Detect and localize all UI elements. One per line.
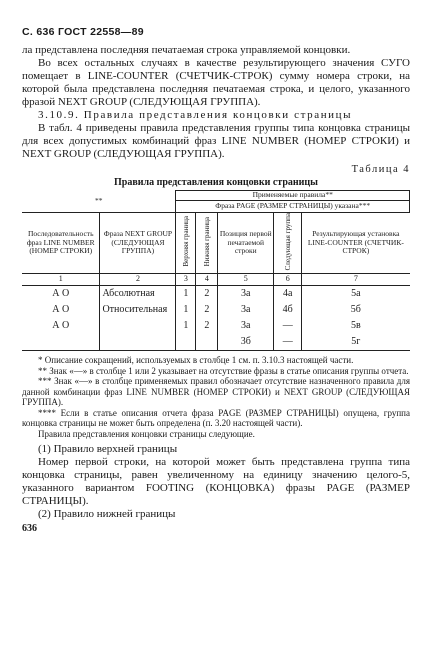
- column-number: 5: [218, 274, 274, 286]
- header-line-number-seq: Последовательность фраз LINE NUMBER (НОМЕР СТРОКИ): [22, 213, 100, 274]
- rule-1-text: Номер первой строки, на которой может быть представлена группа типа концовка страницы, равен увеличенному на единицу значению целого-5, указанного вариантом FOOTING (КОНЦОВКА) фразы PAGE (РАЗМЕР СТРАНИЦЫ).: [22, 456, 410, 507]
- table-cell: 3а: [218, 318, 274, 334]
- paragraph-table-intro: В табл. 4 приведены правила представления группы типа концовка страницы для всех допустимых комбинаций фраз LINE NUMBER (НОМЕР СТРОКИ) и NEXT GROUP (СЛЕДУЮЩАЯ ГРУППА).: [22, 122, 410, 160]
- table-row: [22, 318, 410, 334]
- running-header: С. 636 ГОСТ 22558—89: [22, 26, 144, 38]
- header-star: **: [22, 191, 176, 213]
- table-cell: 5б: [302, 302, 410, 318]
- document-page: [22, 26, 410, 534]
- header-first-line-position: Позиция первой печатаемой строки: [218, 213, 274, 274]
- table-cell: Абсолютная: [100, 286, 176, 303]
- paragraph-continuation: ла представлена последняя печатаемая строка управляемой концовки.: [22, 44, 351, 56]
- note-2: ** Знак «—» в столбце 1 или 2 указывает на отсутствие фразы в статье описания группы отчета.: [38, 365, 409, 376]
- column-number: 4: [196, 274, 218, 286]
- table-cell: [196, 334, 218, 351]
- table-cell: 5г: [302, 334, 410, 351]
- note-3: *** Знак «—» в столбце применяемых правил обозначает отсутствие назначенного правила для данной комбинации фраз LINE NUMBER (НОМЕР СТРОКИ) и NEXT GROUP (СЛЕДУЮЩАЯ ГРУППА).: [22, 376, 410, 407]
- table-cell: 2: [196, 318, 218, 334]
- column-number: 3: [176, 274, 196, 286]
- header-next-group: Следующая группа: [274, 213, 302, 274]
- table-cell: 1: [176, 318, 196, 334]
- table-cell: [100, 318, 176, 334]
- header-next-group-phrase: Фраза NEXT GROUP (СЛЕДУЮЩАЯ ГРУППА): [100, 213, 176, 274]
- table-row: [22, 302, 410, 318]
- column-number: 6: [274, 274, 302, 286]
- table-cell: А О: [22, 302, 100, 318]
- header-applicable-rules: Применяемые правила**: [176, 191, 410, 201]
- section-heading-3-10-9: 3.10.9. Правила представления концовки страницы: [38, 109, 353, 121]
- rules-table: [22, 190, 410, 351]
- table-cell: 2: [196, 286, 218, 303]
- note-4: **** Если в статье описания отчета фраза PAGE (РАЗМЕР СТРАНИЦЫ) опущена, группа концовка страницы не может быть определена (п. 3.20 настоящей части).: [22, 407, 410, 428]
- table-cell: 3а: [218, 286, 274, 303]
- table-cell: 3б: [218, 334, 274, 351]
- header-page-phrase: Фраза PAGE (РАЗМЕР СТРАНИЦЫ) указана***: [176, 201, 410, 213]
- table-title: Правила представления концовки страницы: [114, 177, 318, 188]
- table-cell: 5а: [302, 286, 410, 303]
- table-cell: 1: [176, 286, 196, 303]
- table-notes: [22, 355, 410, 439]
- column-number: 7: [302, 274, 410, 286]
- note-5: Правила представления концовки страницы следующие.: [38, 428, 255, 439]
- table-row: [22, 334, 410, 351]
- rule-2-title: (2) Правило нижней границы: [38, 508, 176, 520]
- paragraph-other-cases: Во всех остальных случаях в качестве результирующего значения СУГО помещает в LINE-COUNTER (СЧЕТЧИК-СТРОК) сумму номера строки, на которой была представлена последняя печатаемая строка, и целого, указанного фразой NEXT GROUP (СЛЕДУЮЩАЯ ГРУППА).: [22, 57, 410, 108]
- table-cell: 1: [176, 302, 196, 318]
- table-cell: А О: [22, 318, 100, 334]
- header-result-counter: Результирующая установка LINE-COUNTER (СЧЕТЧИК-СТРОК): [302, 213, 410, 274]
- table-number: Таблица 4: [351, 164, 410, 175]
- table-cell: А О: [22, 286, 100, 303]
- table-cell: 2: [196, 302, 218, 318]
- header-bottom-boundary: Нижняя граница: [196, 213, 218, 274]
- rule-1-title: (1) Правило верхней границы: [38, 443, 178, 455]
- table-cell: —: [274, 318, 302, 334]
- column-number-row: [22, 274, 410, 286]
- table-cell: —: [274, 334, 302, 351]
- table-cell: Относительная: [100, 302, 176, 318]
- column-number: 2: [100, 274, 176, 286]
- table-row: [22, 286, 410, 303]
- table-cell: [176, 334, 196, 351]
- table-cell: 5в: [302, 318, 410, 334]
- table-cell: [100, 334, 176, 351]
- table-cell: 4а: [274, 286, 302, 303]
- table-cell: 3а: [218, 302, 274, 318]
- note-1: * Описание сокращений, используемых в столбце 1 см. п. 3.10.3 настоящей части.: [38, 355, 354, 365]
- column-number: 1: [22, 274, 100, 286]
- table-cell: 4б: [274, 302, 302, 318]
- page-number: 636: [22, 523, 37, 534]
- table-cell: [22, 334, 100, 351]
- header-top-boundary: Верхняя граница: [176, 213, 196, 274]
